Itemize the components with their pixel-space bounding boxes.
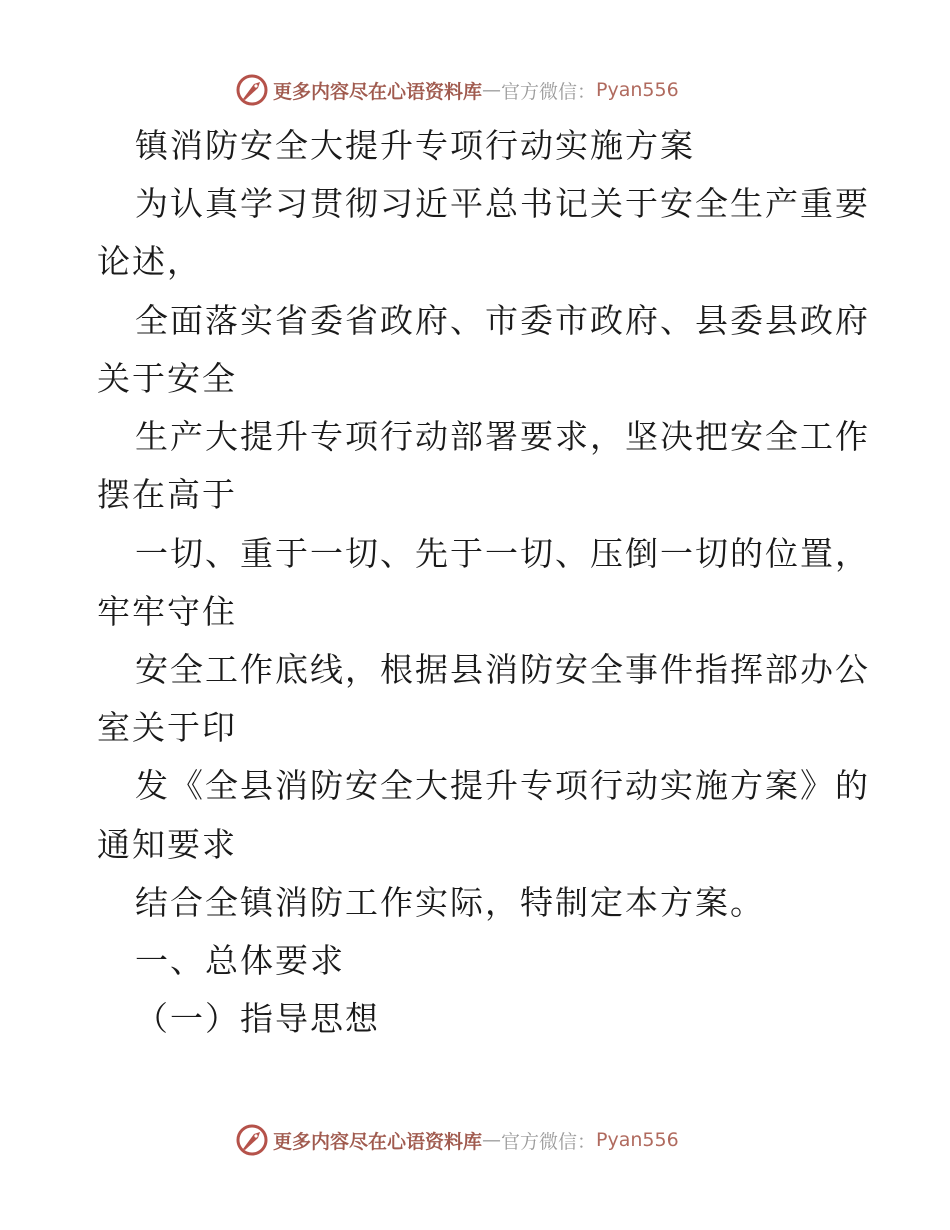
watermark-wechat-label: 官方微信： xyxy=(501,1130,597,1153)
watermark-separator: — xyxy=(482,79,502,101)
watermark-separator: — xyxy=(482,1129,502,1151)
paragraph-line: 论述， xyxy=(97,242,202,281)
section-heading: 一、总体要求 xyxy=(135,941,345,980)
paragraph-line: 关于安全 xyxy=(97,359,237,398)
watermark-text: 更多内容尽在心语资料库 xyxy=(273,80,483,103)
paragraph-line: 牢牢守住 xyxy=(97,592,237,631)
watermark-footer xyxy=(235,1122,679,1158)
pen-nib-logo-icon xyxy=(235,1123,269,1157)
paragraph-line: 通知要求 xyxy=(97,825,237,864)
paragraph-line: 安全工作底线，根据县消防安全事件指挥部办公 xyxy=(135,650,870,689)
document-title: 镇消防安全大提升专项行动实施方案 xyxy=(135,126,695,165)
paragraph-line: 一切、重于一切、先于一切、压倒一切的位置， xyxy=(135,534,870,573)
pen-nib-logo-icon xyxy=(235,73,269,107)
subsection-heading: （一）指导思想 xyxy=(135,999,380,1038)
paragraph-line: 全面落实省委省政府、市委市政府、县委县政府 xyxy=(135,301,870,340)
watermark-wechat-label: 官方微信： xyxy=(501,80,597,103)
paragraph-line: 为认真学习贯彻习近平总书记关于安全生产重要 xyxy=(135,184,870,223)
watermark-wechat-id: Pyan556 xyxy=(596,1129,679,1151)
watermark-header xyxy=(235,72,679,108)
paragraph-line: 生产大提升专项行动部署要求，坚决把安全工作 xyxy=(135,417,870,456)
paragraph-line: 发《全县消防安全大提升专项行动实施方案》的 xyxy=(135,766,870,805)
paragraph-line: 结合全镇消防工作实际，特制定本方案。 xyxy=(135,883,765,922)
watermark-text: 更多内容尽在心语资料库 xyxy=(273,1130,483,1153)
watermark-wechat-id: Pyan556 xyxy=(596,79,679,101)
paragraph-line: 摆在高于 xyxy=(97,475,237,514)
paragraph-line: 室关于印 xyxy=(97,708,237,747)
